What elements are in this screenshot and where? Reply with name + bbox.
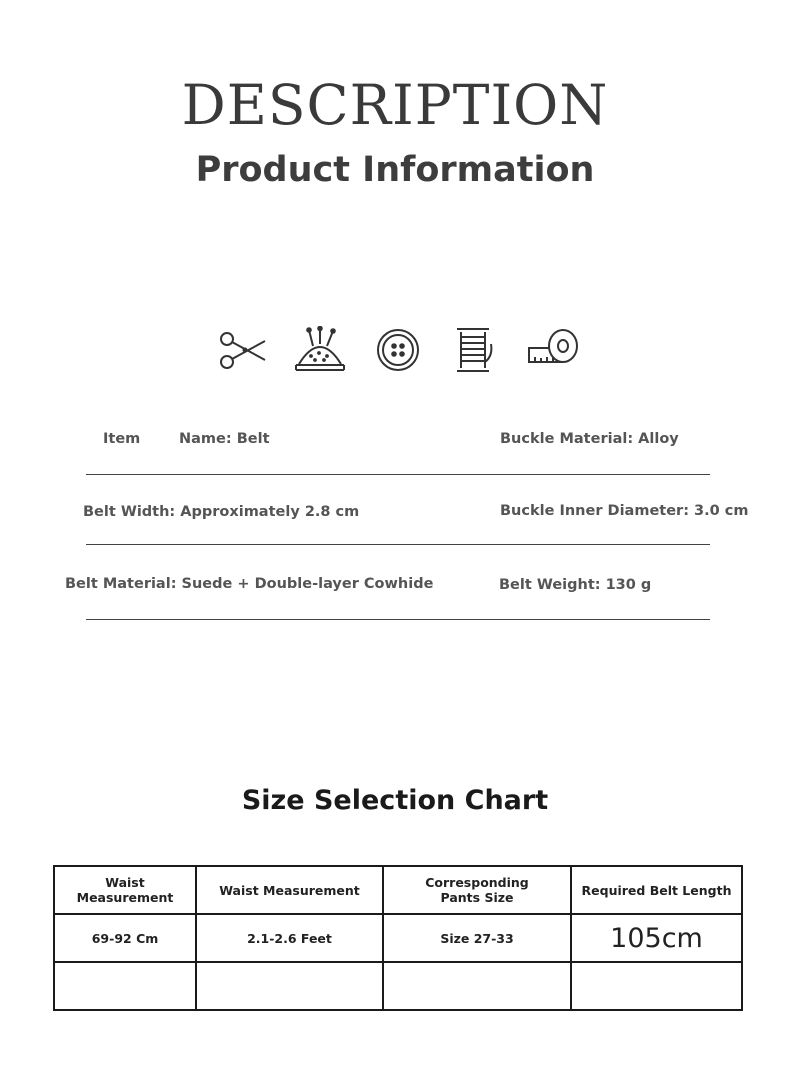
belt-weight: Belt Weight: 130 g [499, 577, 652, 593]
table-cell: 2.1-2.6 Feet [196, 914, 383, 962]
table-cell [196, 962, 383, 1010]
table-row [54, 914, 742, 962]
page-title: DESCRIPTION [181, 73, 609, 137]
size-chart-title: Size Selection Chart [241, 785, 549, 816]
product-name: Name: Belt [179, 431, 270, 447]
divider [86, 544, 710, 545]
buckle-material: Buckle Material: Alloy [500, 431, 679, 447]
belt-width: Belt Width: Approximately 2.8 cm [83, 504, 360, 520]
table-cell [383, 962, 571, 1010]
header-belt-length: Required Belt Length [581, 882, 732, 898]
divider [86, 619, 710, 620]
buckle-inner-diameter: Buckle Inner Diameter: 3.0 cm [500, 503, 749, 519]
scissors-icon [215, 326, 269, 374]
header-waist-measurement-cm: Waist Measurement [76, 875, 174, 905]
divider [86, 474, 710, 475]
header-cell [383, 866, 571, 914]
page-subtitle: Product Information [195, 150, 595, 190]
belt-material: Belt Material: Suede + Double-layer Cowhide [65, 576, 434, 592]
item-label: Item [103, 431, 141, 447]
pincushion-icon [293, 326, 347, 374]
header-pants-size: Corresponding Pants Size [425, 875, 529, 905]
header-cell [571, 866, 742, 914]
size-chart-table [53, 865, 743, 1011]
header-waist-measurement-ft: Waist Measurement [219, 882, 360, 898]
tape-measure-icon [525, 326, 579, 374]
table-cell: Size 27-33 [383, 914, 571, 962]
table-cell: 69-92 Cm [54, 914, 196, 962]
thread-spool-icon [449, 326, 503, 374]
table-header-row [54, 866, 742, 914]
header-cell [196, 866, 383, 914]
table-cell [571, 962, 742, 1010]
button-icon [371, 326, 425, 374]
table-row [54, 962, 742, 1010]
table-cell [54, 962, 196, 1010]
header-cell [54, 866, 196, 914]
table-cell: 105cm [571, 914, 742, 962]
